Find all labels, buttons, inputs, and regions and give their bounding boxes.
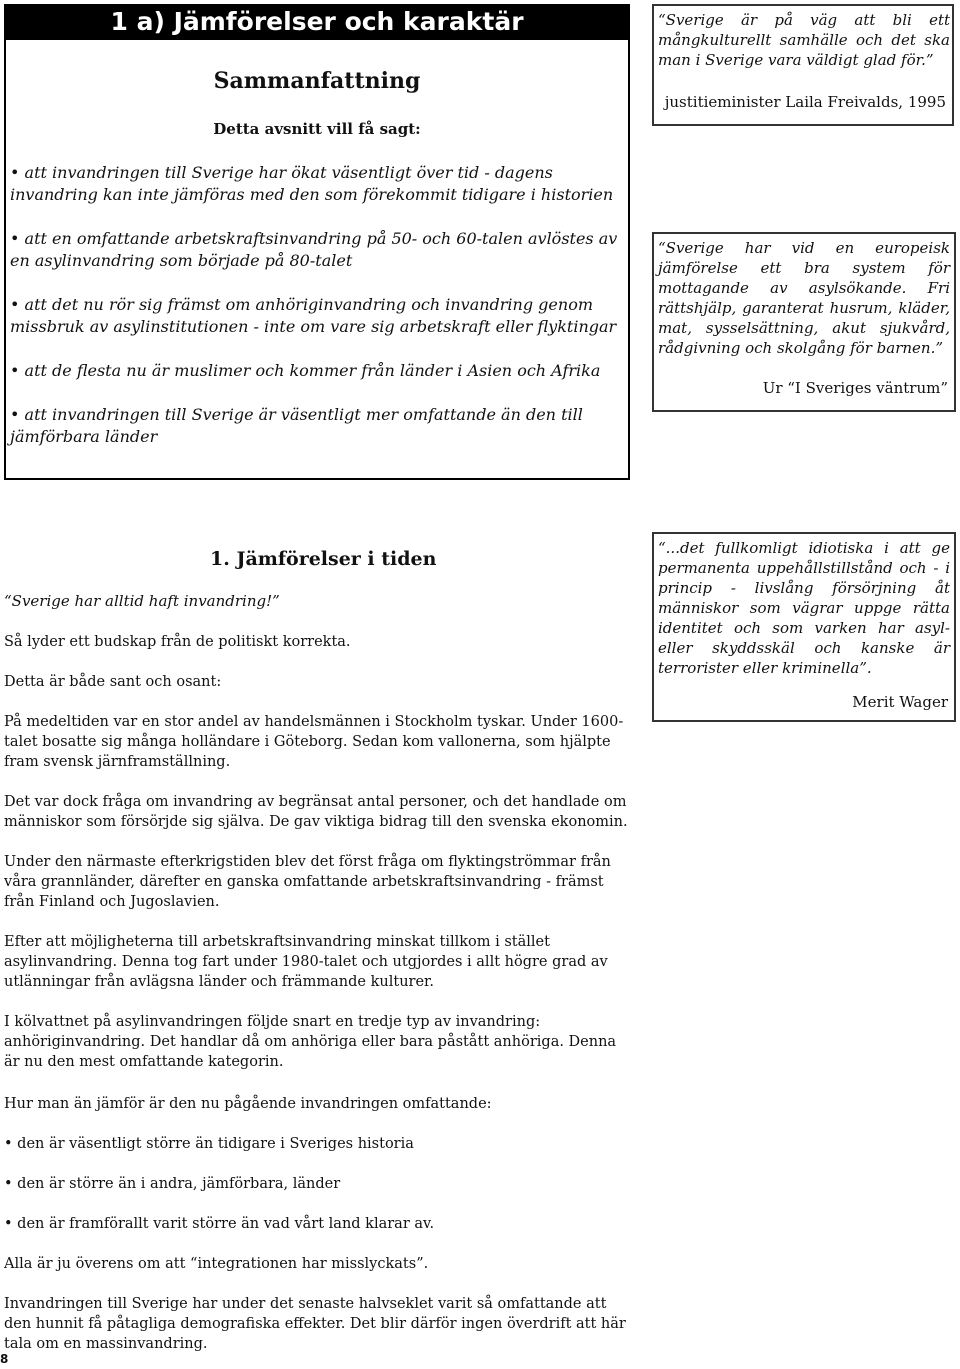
quote-attribution: justitieminister Laila Freivalds, 1995 xyxy=(664,93,946,111)
summary-bullet: • att en omfattande arbetskraftsinvandring på 50- och 60-talen avlöstes av en asylinvandring som började på 80-talet xyxy=(10,228,622,272)
list-item: • den är väsentligt större än tidigare i Sveriges historia xyxy=(4,1134,634,1154)
list-item: • den är större än i andra, jämförbara, länder xyxy=(4,1174,634,1194)
page-number: 8 xyxy=(0,1352,9,1366)
paragraph: Under den närmaste efterkrigstiden blev det först fråga om flyktingströmmar från våra grannländer, därefter en ganska omfattande arbetskraftsinvandring - främst från Finland och Jugoslavien. xyxy=(4,854,611,910)
paragraph: På medeltiden var en stor andel av handelsmännen i Stockholm tyskar. Under 1600-talet bosatte sig många holländare i Göteborg. Sedan kom vallonerna, som hjälpte fram svensk järnframställning. xyxy=(4,714,624,770)
summary-bullet: • att invandringen till Sverige är väsentligt mer omfattande än den till jämförbara länder xyxy=(10,404,622,448)
quote-box-freivalds xyxy=(652,4,954,126)
section-title: 1. Jämförelser i tiden xyxy=(210,548,437,570)
paragraph: I kölvattnet på asylinvandringen följde snart en tredje typ av invandring: anhöriginvandring. Det handlar då om anhöriga eller bara påstått anhöriga. Denna är nu den mest omfattande kategorin. xyxy=(4,1014,617,1070)
summary-bullet: • att invandringen till Sverige har ökat väsentligt över tid - dagens invandring kan inte jämföras med den som förekommit tidigare i historien xyxy=(10,162,622,206)
quote-text: “Sverige har vid en europeisk jämförelse ett bra system för mottagande av asylsökande. Fri rättshjälp, garanterat husrum, kläder, mat, sysselsättning, akut sjukvård, rådgivning och skolgång för barnen.” xyxy=(658,239,950,357)
section-quote: “Sverige har alltid haft invandring!” xyxy=(4,592,280,610)
quote-box-vantrum xyxy=(652,232,956,412)
quote-attribution: Ur “I Sveriges väntrum” xyxy=(762,379,948,397)
summary-bullet: • att det nu rör sig främst om anhöriginvandring och invandring genom missbruk av asylinstitutionen - inte om vare sig arbetskraft eller flyktingar xyxy=(10,294,622,338)
paragraph: Detta är både sant och osant: xyxy=(4,674,222,690)
chapter-title: 1 a) Jämförelser och karaktär xyxy=(4,4,630,40)
quote-attribution: Merit Wager xyxy=(852,693,948,711)
list-item: • den är framförallt varit större än vad vårt land klarar av. xyxy=(4,1214,634,1234)
summary-heading: Sammanfattning xyxy=(213,68,421,94)
paragraph: Efter att möjligheterna till arbetskraftsinvandring minskat tillkom i stället asylinvandring. Denna tog fart under 1980-talet och utgjordes i allt högre grad av utlänningar från avlägsna länder och främmande kulturer. xyxy=(4,934,608,990)
paragraph: Alla är ju överens om att “integrationen har misslyckats”. xyxy=(4,1256,429,1272)
quote-text: “Sverige är på väg att bli ett mångkulturellt samhälle och det ska man i Sverige vara väldigt glad för.” xyxy=(658,11,950,69)
paragraph: Invandringen till Sverige har under det senaste halvseklet varit så omfattande att den hunnit få påtagliga demografiska effekter. Det blir därför ingen överdrift att här tala om en massinvandring. xyxy=(4,1296,626,1352)
paragraph: Så lyder ett budskap från de politiskt korrekta. xyxy=(4,634,351,650)
paragraph: Hur man än jämför är den nu pågående invandringen omfattande: xyxy=(4,1096,492,1112)
summary-subheading: Detta avsnitt vill få sagt: xyxy=(213,120,421,138)
paragraph: Det var dock fråga om invandring av begränsat antal personer, och det handlade om människor som försörjde sig själva. De gav viktiga bidrag till den svenska ekonomin. xyxy=(4,794,628,830)
quote-text: “...det fullkomligt idiotiska i att ge permanenta uppehållstillstånd och - i princip - livslång försörjning åt människor som vägrar uppge rätta identitet och som varken har asyl- eller skyddsskäl och kanske är terrorister eller kriminella”. xyxy=(658,539,950,677)
quote-box-wager xyxy=(652,532,956,722)
summary-list xyxy=(10,162,622,470)
summary-bullet: • att de flesta nu är muslimer och kommer från länder i Asien och Afrika xyxy=(10,360,622,382)
summary-box xyxy=(4,40,630,480)
